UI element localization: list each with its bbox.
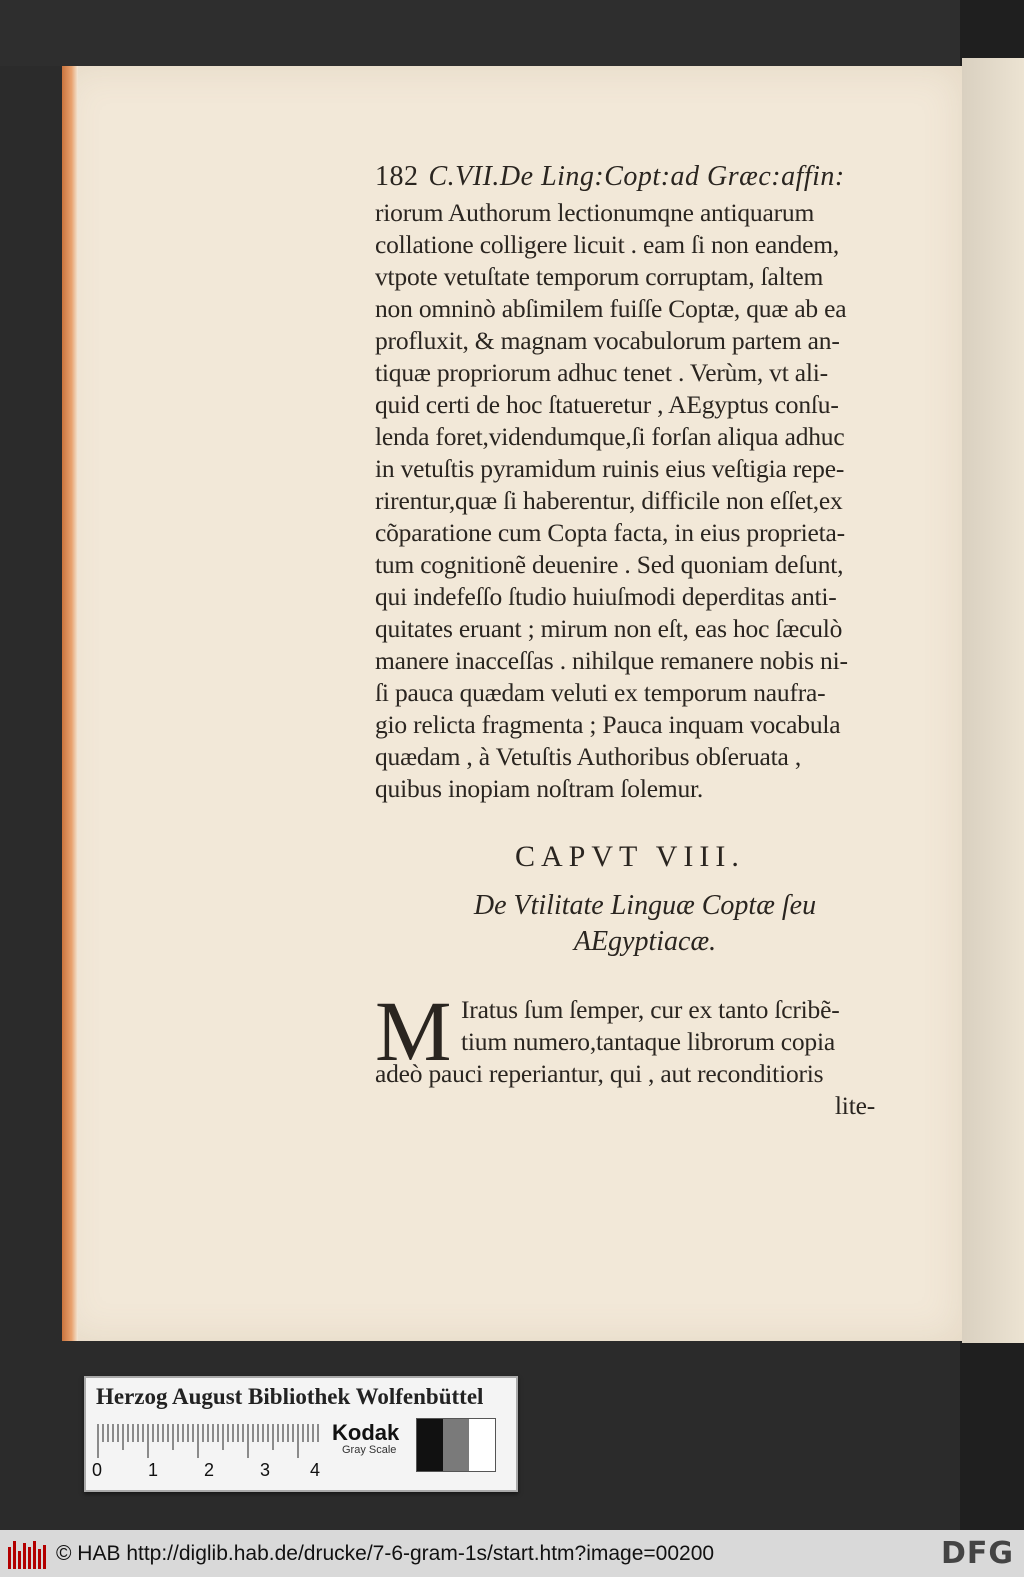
chapter-subtitle [405, 888, 885, 960]
ruler-label: 1 [148, 1460, 159, 1480]
dfg-logo: DFG [940, 1536, 1014, 1571]
gray-swatch [417, 1419, 443, 1471]
scanner-background-top [0, 0, 1024, 66]
text-line: lenda foret,videndumque,ſi forſan aliqua adhuc [375, 422, 845, 451]
text-line: tum cognitionẽ deuenire . Sed quoniam deſunt, [375, 550, 844, 579]
text-line: tium numero,tantaque librorum copia [461, 1027, 835, 1056]
kodak-subtitle: Gray Scale [342, 1444, 397, 1456]
kodak-logo: Kodak [332, 1420, 400, 1445]
text-line: qui indefeſſo ſtudio huiuſmodi deperditas anti- [375, 582, 837, 611]
color-calibration-card [84, 1376, 518, 1492]
text-line: manere inacceſſas . nihilque remanere nobis ni- [375, 646, 848, 675]
ruler-label: 2 [204, 1460, 215, 1480]
adjacent-page-edge [962, 58, 1024, 1343]
running-head [375, 161, 895, 193]
gray-swatch [443, 1419, 469, 1471]
text-line: quibus inopiam noſtram ſolemur. [375, 774, 704, 803]
text-line: rirentur,quæ ſi haberentur, difficile non eſſet,ex [375, 486, 843, 515]
text-line: non omninò abſimilem fuiſſe Coptæ, quæ ab ea [375, 294, 847, 323]
page-gilt-edge [62, 66, 78, 1341]
chapter-title: CAPVT VIII. [515, 840, 745, 873]
card-title: Herzog August Bibliothek Wolfenbüttel [96, 1384, 484, 1409]
gray-scale-swatches [416, 1418, 496, 1472]
text-line: vtpote vetuſtate temporum corruptam, ſaltem [375, 262, 824, 291]
page-number: 182 [375, 161, 419, 192]
hab-logo-icon [8, 1539, 46, 1569]
text-line: collatione colligere licuit . eam ſi non eandem, [375, 230, 840, 259]
gray-swatch [469, 1419, 495, 1471]
chapter-subtitle-line: De Vtilitate Linguæ Coptæ ſeu [473, 890, 817, 921]
body-text [375, 197, 895, 805]
ruler-label: 3 [260, 1460, 271, 1480]
footer-bar [0, 1530, 1024, 1577]
text-line: Iratus ſum ſemper, cur ex tanto ſcribẽ- [461, 995, 840, 1024]
text-line: ſi pauca quædam veluti ex temporum naufra- [375, 678, 826, 707]
chapter-paragraph [375, 983, 895, 1122]
book-page [62, 66, 962, 1341]
text-line: in vetuſtis pyramidum ruinis eius veſtigia repe- [375, 454, 845, 483]
footer-link[interactable]: © HAB http://diglib.hab.de/drucke/7-6-gram-1s/start.htm?image=00200 [56, 1541, 715, 1565]
text-line: adeò pauci reperiantur, qui , aut reconditioris [375, 1059, 824, 1088]
text-line: quædam , à Vetuſtis Authoribus obſeruata , [375, 742, 801, 771]
ruler-label: 4 [310, 1460, 321, 1480]
text-line: cõparatione cum Copta facta, in eius proprieta- [375, 518, 845, 547]
ruler-label: 0 [92, 1460, 103, 1480]
page-text-block [375, 161, 895, 1122]
text-line: tiquæ propriorum adhuc tenet . Verùm, vt ali- [375, 358, 828, 387]
text-line: quid certi de hoc ſtatueretur , AEgyptus conſu- [375, 390, 839, 419]
chapter-subtitle-line: AEgyptiacæ. [573, 926, 717, 957]
running-head-title: C.VII.De Ling:Copt:ad Græc:affin: [428, 161, 845, 192]
text-line: riorum Authorum lectionumqne antiquarum [375, 198, 815, 227]
text-line: quitates eruant ; mirum non eſt, eas hoc ſæculò [375, 614, 843, 643]
drop-cap: M [375, 983, 452, 1079]
text-line: profluxit, & magnam vocabulorum partem an- [375, 326, 840, 355]
text-line: gio relicta fragmenta ; Pauca inquam vocabula [375, 710, 841, 739]
catchword: lite- [834, 1091, 875, 1120]
